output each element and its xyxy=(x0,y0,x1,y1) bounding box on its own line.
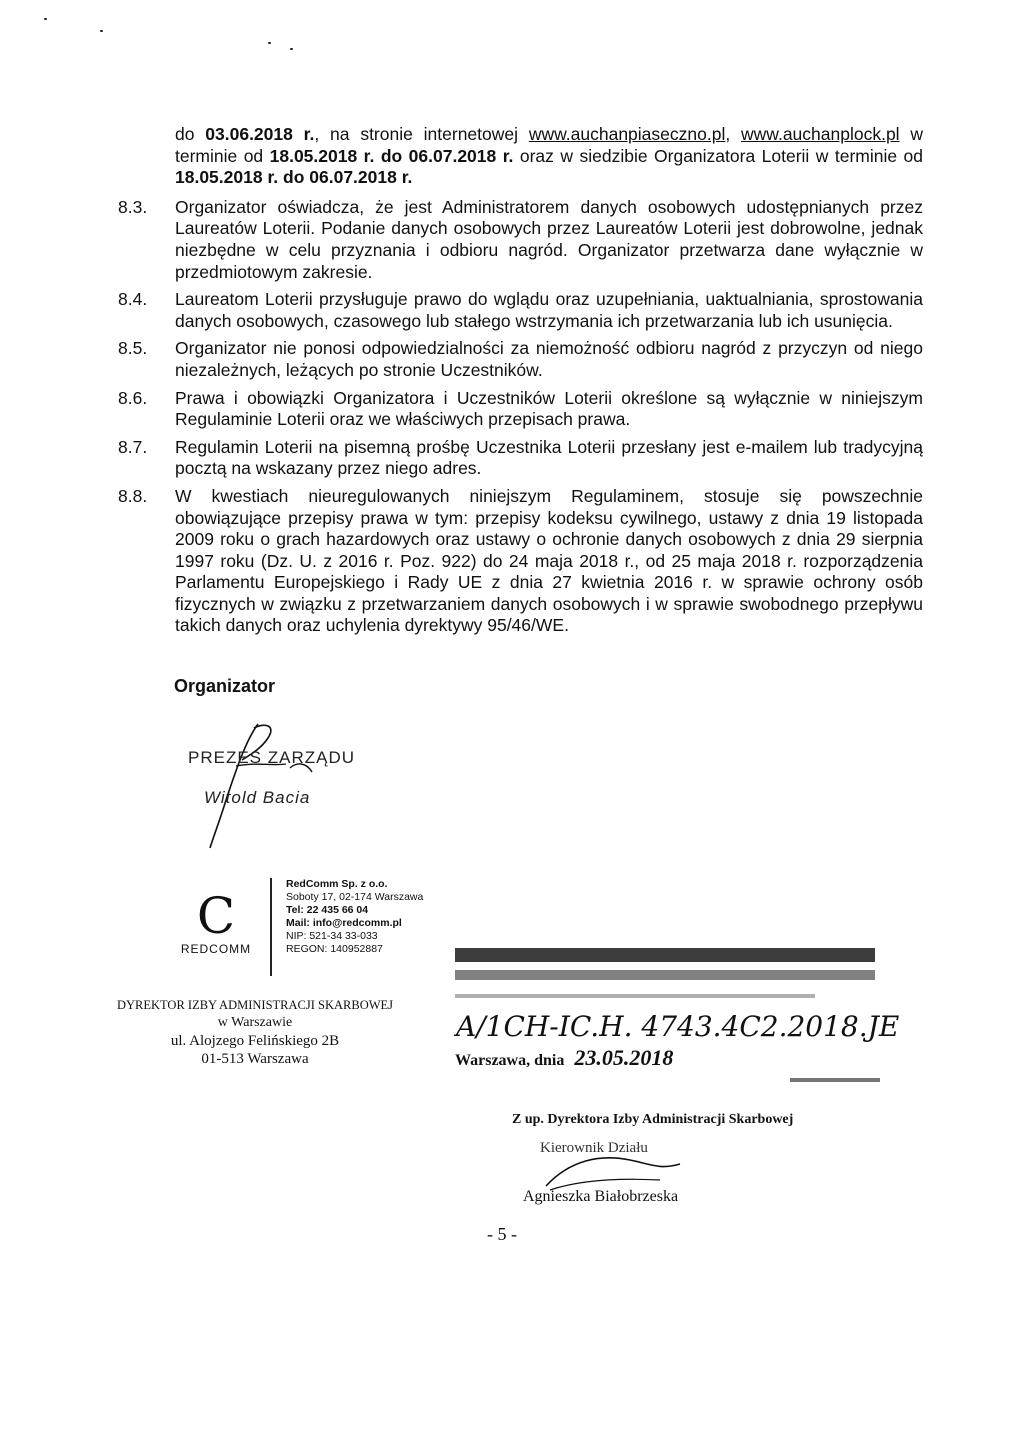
president-signature xyxy=(196,720,336,850)
signoff-name: Agnieszka Białobrzeska xyxy=(523,1188,679,1205)
stamp-line: Soboty 17, 02-174 Warszawa xyxy=(286,891,424,903)
section-text: W kwestiach nieuregulowanych niniejszym Regulaminem, stosuje się powszechnie obowiązujące przepisy prawa w tym: przepisy kodeksu cywilnego, ustawy z dnia 19 listopada 2009 roku o grach hazardowych oraz ustawy o ochronie danych osobowych z dnia 29 sierpnia 1997 roku (Dz. U. z 2016 r. Poz. 922) do 24 maja 2018 r., od 25 maja 2018 r. rozporządzenia Parlamentu Europejskiego i Rady UE z dnia 27 kwietnia 2016 r. w sprawie ochrony osób fizycznych w związku z przetwarzaniem danych osobowych i w sprawie swobodnego przepływu takich danych oraz uchylenia dyrektywy 95/46/WE. xyxy=(175,485,923,636)
stamp-line: DYREKTOR IZBY ADMINISTRACJI SKARBOWEJ xyxy=(116,998,394,1012)
section-number: 8.6. xyxy=(118,387,148,408)
stamp-line: ul. Alojzego Felińskiego 2B xyxy=(170,1033,340,1049)
logo-wordmark: REDCOMM xyxy=(180,942,252,956)
section-number: 8.7. xyxy=(118,436,148,457)
section-number: 8.4. xyxy=(118,289,148,310)
tax-office-stamp xyxy=(110,996,400,1068)
section-text: Organizator oświadcza, że jest Administratorem danych osobowych udostępnianych przez Laureatów Loterii. Podanie danych osobowych przez Laureatów Loterii jest dobrowolne, jednak niezbędne w celu przyznania i odbioru nagród. Organizator przetwarza dane wyłącznie w przedmiotowym zakresie. xyxy=(175,196,923,282)
section-8-8 xyxy=(118,486,923,637)
section-8-7 xyxy=(118,437,923,480)
stamp-line: 01-513 Warszawa xyxy=(201,1051,309,1067)
website-link[interactable]: www.auchanplock.pl xyxy=(741,124,900,144)
section-number: 8.3. xyxy=(118,196,148,217)
scan-speck xyxy=(44,18,47,20)
stamp-line: Tel: 22 435 66 04 xyxy=(286,904,369,916)
text-run: oraz w siedzibie Organizatora Loterii w terminie od xyxy=(513,145,924,166)
section-8-4 xyxy=(118,289,923,332)
date-text: 18.05.2018 r. do 06.07.2018 r. xyxy=(269,145,514,166)
redcomm-logo xyxy=(170,887,262,956)
stamp-line: Mail: info@redcomm.pl xyxy=(286,917,402,929)
section-text: Regulamin Loterii na pisemną prośbę Uczestnika Loterii przesłany jest e-mailem lub tradycyjną pocztą na wskazany przez niego adres. xyxy=(175,436,923,479)
date-text: 18.05.2018 r. do 06.07.2018 r. xyxy=(175,167,413,188)
stamp-line: w Warszawie xyxy=(217,1015,293,1030)
website-link[interactable]: www.auchanpiaseczno.pl xyxy=(528,124,726,144)
company-stamp xyxy=(270,878,423,976)
approval-date: 23.05.2018 xyxy=(574,1045,674,1070)
scan-speck xyxy=(100,30,103,32)
page-number: - 5 - xyxy=(487,1224,517,1244)
stamp-line: REGON: 140952887 xyxy=(286,943,383,955)
logo-mark-icon: C xyxy=(196,887,236,945)
date-text: 03.06.2018 r. xyxy=(205,124,315,144)
text-run: do xyxy=(175,124,206,144)
approval-city-date xyxy=(455,1045,673,1071)
regulation-body xyxy=(118,124,923,643)
scan-noise xyxy=(790,1078,880,1082)
text-run: w terminie od xyxy=(175,124,924,166)
text-run: , xyxy=(725,124,742,144)
section-text: Organizator nie ponosi odpowiedzialności za niemożność odbioru nagród z przyczyn od niego niezależnych, leżących po stronie Uczestników. xyxy=(175,338,923,380)
section-number: 8.5. xyxy=(118,338,148,359)
section-8-3 xyxy=(118,197,923,283)
president-name: Witold Bacia xyxy=(204,788,311,807)
approval-reference: A/1CH-IC.H. 4743.4C2.2018.JE xyxy=(456,1010,900,1043)
president-title: PREZES ZARZĄDU xyxy=(188,748,356,767)
text-run: , na stronie internetowej xyxy=(314,124,529,144)
scan-speck xyxy=(290,48,293,50)
section-number: 8.8. xyxy=(118,485,148,506)
city-date-label: Warszawa, dnia xyxy=(455,1052,565,1069)
organizer-label: Organizator xyxy=(174,676,276,696)
signoff-role: Kierownik Działu xyxy=(540,1140,648,1156)
stamp-line: RedComm Sp. z o.o. xyxy=(286,878,388,890)
stamp-line: NIP: 521-34 33-033 xyxy=(286,930,378,942)
section-text: Laureatom Loterii przysługuje prawo do wglądu oraz uzupełniania, uaktualniania, sprostowania danych osobowych, czasowego lub stałego wstrzymania ich przetwarzania lub ich usunięcia. xyxy=(175,289,923,331)
section-text: Prawa i obowiązki Organizatora i Uczestników Loterii określone są wyłącznie w niniejszym Regulaminie Loterii oraz we właściwych przepisach prawa. xyxy=(175,387,923,430)
section-8-6 xyxy=(118,388,923,431)
scan-speck xyxy=(268,42,271,44)
signoff-authority: Z up. Dyrektora Izby Administracji Skarbowej xyxy=(512,1112,794,1127)
intro-paragraph xyxy=(175,124,923,189)
section-8-5 xyxy=(118,338,923,381)
